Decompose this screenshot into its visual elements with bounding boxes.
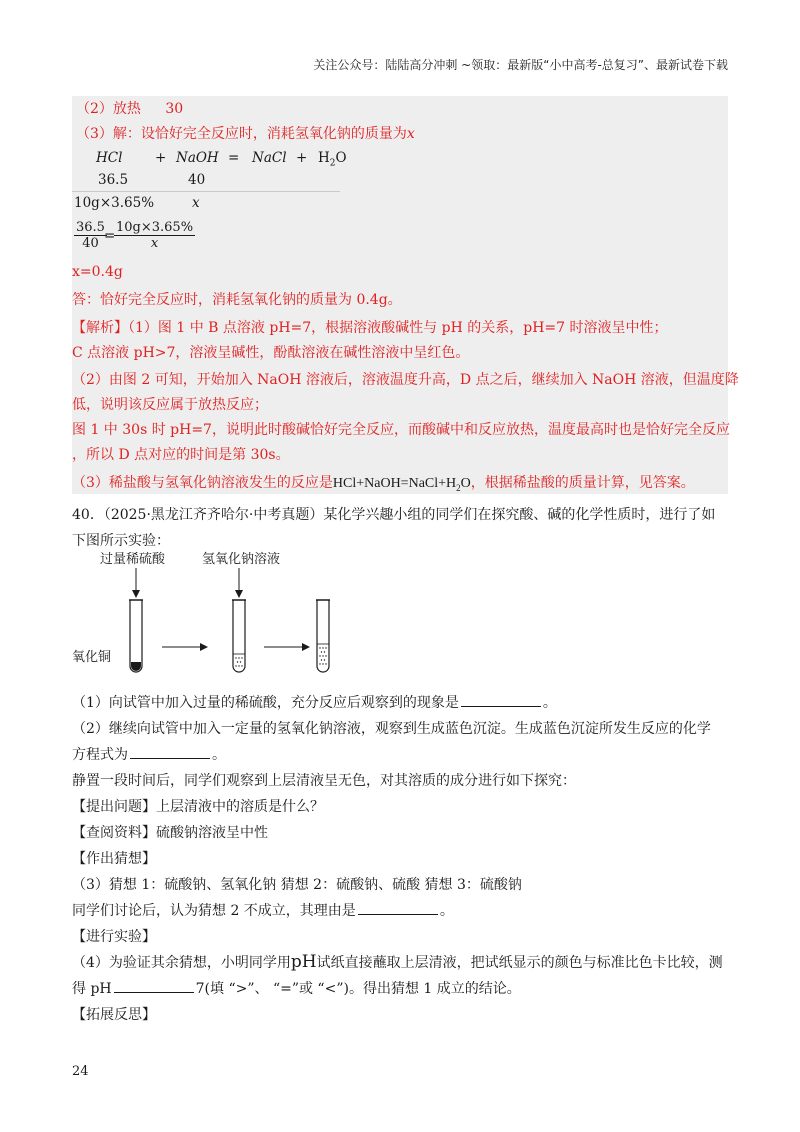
fraction-right-denominator: x xyxy=(150,236,159,251)
answer-part-2-label: （2）放热 xyxy=(76,101,141,117)
copper-oxide-solid xyxy=(131,662,141,671)
eq-water-h: H xyxy=(318,150,330,166)
part-4-ph: pH xyxy=(290,952,317,972)
eq-mass-hcl: 36.5 xyxy=(98,172,129,188)
eq-water xyxy=(318,150,347,169)
part-4-text-b: 试纸直接蘸取上层清液，把试纸显示的颜色与标准比色卡比较，测 xyxy=(316,955,723,971)
answer-part-2-value: 30 xyxy=(165,101,184,117)
question-part-3-reason xyxy=(72,900,454,920)
test-tube-2 xyxy=(232,600,246,672)
info-text: 硫酸钠溶液呈中性 xyxy=(156,825,268,841)
part-1-text: （1）向试管中加入过量的稀硫酸，充分反应后观察到的现象是 xyxy=(72,695,459,711)
question-info xyxy=(72,822,268,842)
part-1-blank[interactable] xyxy=(461,694,541,707)
analysis-equation xyxy=(333,476,471,491)
analysis-line-3: （2）由图 2 可知，开始加入 NaOH 溶液后，溶液温度升高，D 点之后，继续加入 NaOH 溶液，但温度降 xyxy=(72,372,739,388)
analysis-text-7a: （3）稀盐酸与氢氧化钠溶液发生的反应是 xyxy=(72,475,333,491)
question-part-2-line-1: （2）继续向试管中加入一定量的氢氧化钠溶液，观察到生成蓝色沉淀。生成蓝色沉淀所发生反应的化学 xyxy=(72,721,711,737)
fraction-left-denominator: 40 xyxy=(82,236,99,251)
analysis-tag: 【解析】 xyxy=(72,320,128,336)
eq-water-o: O xyxy=(335,150,347,166)
analysis-line-7 xyxy=(72,472,695,493)
analysis-equation-sub: 2 xyxy=(456,482,461,493)
fraction-equals: = xyxy=(104,228,116,244)
analysis-text-1: （1）图 1 中 B 点溶液 pH=7，根据溶液酸碱性与 pH 的关系，pH=7 时溶液呈中性； xyxy=(128,320,668,336)
fraction-left-numerator: 36.5 xyxy=(76,220,105,235)
analysis-line-6: ，所以 D 点对应的时间是第 30s。 xyxy=(72,447,290,463)
ask-text: 上层清液中的溶质是什么？ xyxy=(156,799,324,815)
part-4-text-a: （4）为验证其余猜想，小明同学用 xyxy=(72,955,291,971)
experiment-tag: 【进行实验】 xyxy=(72,929,156,945)
page-header: 关注公众号：陆陆高分冲刺 ~领取：最新版“小中高考-总复习”、最新试卷下载 xyxy=(313,58,728,72)
eq-naoh: NaOH xyxy=(176,150,219,166)
part-4-text-c: 得 pH xyxy=(72,981,112,997)
answer-part-3-intro xyxy=(76,123,415,143)
ask-tag: 【提出问题】 xyxy=(72,799,156,815)
fraction-right xyxy=(114,220,195,251)
question-part-2-line-2 xyxy=(72,744,226,764)
question-part-4-line-1 xyxy=(72,952,723,972)
part-4-blank[interactable] xyxy=(114,980,194,993)
label-sodium-hydroxide-solution: 氢氧化钠溶液 xyxy=(202,552,281,567)
analysis-equation-o: O xyxy=(460,476,471,491)
answer-part-3-text: （3）解：设恰好完全反应时，消耗氢氧化钠的质量为 xyxy=(76,126,407,142)
arrow-acid-head xyxy=(132,590,140,598)
fraction-right-numerator: 10g×3.65% xyxy=(116,220,194,235)
info-tag: 【查阅资料】 xyxy=(72,825,156,841)
eq-plus-1: + xyxy=(155,150,167,166)
question-observation: 静置一段时间后，同学们观察到上层清液呈无色，对其溶质的成分进行如下探究： xyxy=(72,773,576,789)
eq-divider xyxy=(72,191,340,192)
analysis-text-7d: ，根据稀盐酸的质量计算，见答案。 xyxy=(470,475,695,491)
fraction-left xyxy=(74,220,107,251)
answer-conclusion: 答：恰好完全反应时，消耗氢氧化钠的质量为 0.4g。 xyxy=(72,292,402,308)
analysis-line-1 xyxy=(72,317,668,337)
arrow-base-head xyxy=(235,590,243,598)
question-ask xyxy=(72,796,324,816)
part-2-text: 方程式为 xyxy=(72,747,128,763)
eq-mass-naoh: 40 xyxy=(188,172,206,188)
eq-hcl: HCl xyxy=(96,150,123,166)
test-tube-1 xyxy=(129,600,143,672)
question-part-1 xyxy=(72,692,557,712)
analysis-line-2: C 点溶液 pH>7，溶液呈碱性，酚酞溶液在碱性溶液中呈红色。 xyxy=(72,345,470,361)
eq-given-mass: 10g×3.65% xyxy=(74,195,155,211)
question-part-3: （3）猜想 1：硫酸钠、氢氧化钠 猜想 2：硫酸钠、硫酸 猜想 3：硫酸钠 xyxy=(72,877,522,893)
part-3-end: 。 xyxy=(439,903,454,919)
label-dilute-sulfuric-acid: 过量稀硫酸 xyxy=(100,552,166,567)
analysis-line-4: 低，说明该反应属于放热反应； xyxy=(72,397,268,413)
label-copper-oxide: 氧化铜 xyxy=(72,650,112,665)
answer-block xyxy=(72,96,739,494)
page-number: 24 xyxy=(72,1064,89,1079)
question-40-line-1: 40．（2025·黑龙江齐齐哈尔·中考真题）某化学兴趣小组的同学们在探究酸、碱的化学性质时，进行了如 xyxy=(72,507,716,523)
part-4-text-d: 7(填 “>”、 “=”或 “<”)。得出猜想 1 成立的结论。 xyxy=(195,981,521,997)
question-40-line-2: 下图所示实验： xyxy=(72,533,170,549)
part-2-end: 。 xyxy=(212,747,226,763)
eq-nacl: NaCl xyxy=(252,150,287,166)
eq-water-sub: 2 xyxy=(329,158,336,169)
eq-given-x: x xyxy=(192,195,200,211)
eq-plus-2: + xyxy=(296,150,308,166)
analysis-equation-main: HCl+NaOH=NaCl+H xyxy=(332,476,457,491)
answer-part-2 xyxy=(76,98,183,118)
analysis-line-5: 图 1 中 30s 时 pH=7，说明此时酸碱恰好完全反应，而酸碱中和反应放热，温度最高时也是恰好完全反应 xyxy=(72,422,730,438)
solution-dots-2 xyxy=(235,657,242,666)
eq-equals: = xyxy=(228,150,240,166)
part-3-blank[interactable] xyxy=(358,902,438,915)
solution-dots-3 xyxy=(319,647,326,664)
test-tube-3 xyxy=(316,600,330,672)
reflection-tag: 【拓展反思】 xyxy=(72,1007,156,1023)
answer-variable: x xyxy=(406,126,415,142)
part-2-blank[interactable] xyxy=(130,746,210,759)
experiment-figure xyxy=(72,548,372,676)
part-1-end: 。 xyxy=(542,695,557,711)
guess-tag: 【作出猜想】 xyxy=(72,851,156,867)
answer-result: x=0.4g xyxy=(72,264,123,280)
part-3-reason-text: 同学们讨论后，认为猜想 2 不成立，其理由是 xyxy=(72,903,356,919)
question-part-4-line-2 xyxy=(72,978,521,998)
arrow-step-2-head xyxy=(302,643,310,651)
arrow-step-1-head xyxy=(200,643,208,651)
